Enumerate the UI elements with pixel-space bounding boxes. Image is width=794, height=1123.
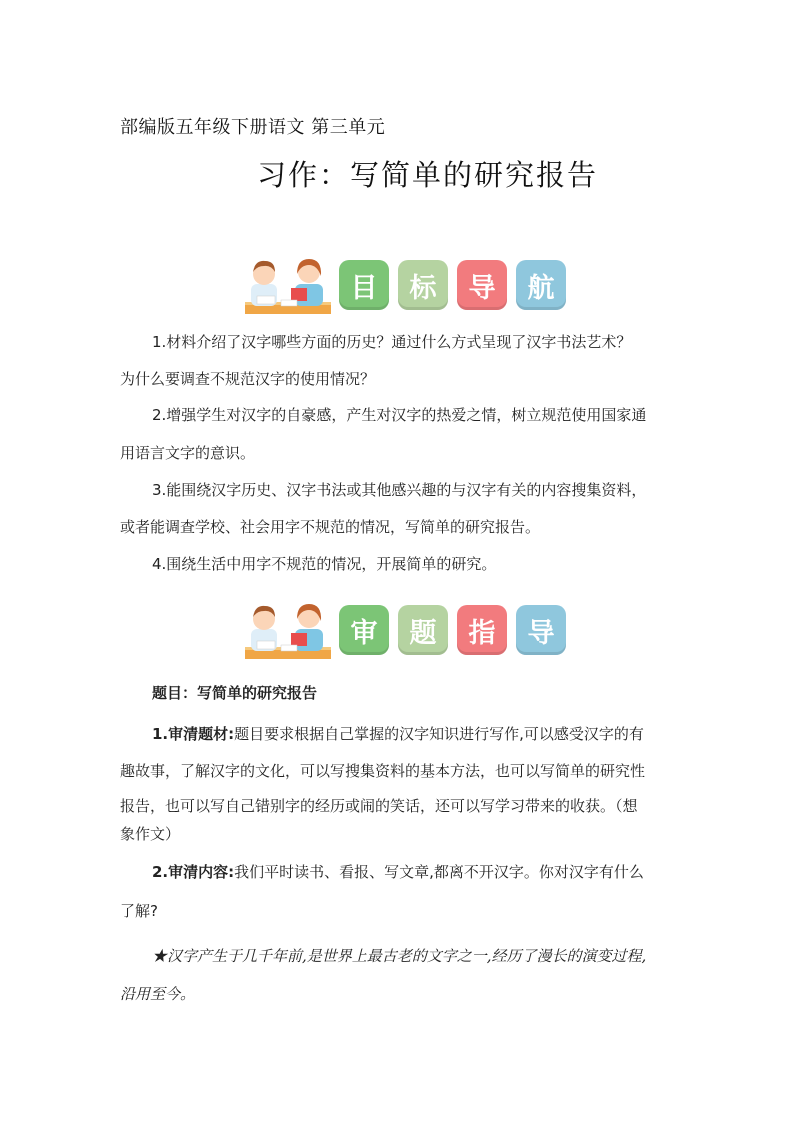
topic-heading: 题目：写简单的研究报告 bbox=[152, 684, 318, 702]
banner-tile: 标 bbox=[398, 260, 448, 310]
goal-1-line: 为什么要调查不规范汉字的使用情况？ bbox=[120, 370, 376, 388]
star-note-line: ★汉字产生于几千年前,是世界上最古老的文字之一,经历了漫长的演变过程, bbox=[152, 947, 647, 965]
unit-subtitle: 部编版五年级下册语文 第三单元 bbox=[120, 117, 386, 138]
guide-2-text: 我们平时读书、看报、写文章,都离不开汉字。你对汉字有什么 bbox=[234, 863, 644, 881]
banner-tile: 题 bbox=[398, 605, 448, 655]
guide-1-line bbox=[152, 723, 644, 744]
goal-3-line: 或者能调查学校、社会用字不规范的情况，写简单的研究报告。 bbox=[120, 518, 541, 536]
banner-tile: 审 bbox=[339, 605, 389, 655]
banner-tile: 目 bbox=[339, 260, 389, 310]
goals-banner bbox=[243, 252, 573, 318]
guide-1-line: 报告，也可以写自己错别字的经历或闹的笑话，还可以写学习带来的收获。（想 bbox=[120, 797, 638, 815]
guide-2-line bbox=[152, 861, 644, 882]
banner-tile: 导 bbox=[457, 260, 507, 310]
star-note-line: 沿用至今。 bbox=[120, 985, 196, 1003]
goal-1-line: 1.材料介绍了汉字哪些方面的历史？通过什么方式呈现了汉字书法艺术？ bbox=[152, 333, 632, 351]
students-reading-icon bbox=[243, 252, 333, 318]
goal-3-line: 3.能围绕汉字历史、汉字书法或其他感兴趣的与汉字有关的内容搜集资料， bbox=[152, 481, 647, 499]
students-reading-icon bbox=[243, 597, 333, 663]
page-title: 习作：写简单的研究报告 bbox=[257, 158, 599, 192]
goal-2-line: 2.增强学生对汉字的自豪感，产生对汉字的热爱之情，树立规范使用国家通 bbox=[152, 406, 647, 424]
guide-2-line: 了解? bbox=[120, 902, 158, 920]
guide-1-label: 1.审清题材: bbox=[152, 725, 235, 743]
guide-1-text: 题目要求根据自己掌握的汉字知识进行写作,可以感受汉字的有 bbox=[234, 725, 644, 743]
guide-1-line: 象作文） bbox=[120, 825, 181, 843]
goal-2-line: 用语言文字的意识。 bbox=[120, 444, 256, 462]
guide-2-label: 2.审清内容: bbox=[152, 863, 235, 881]
banner-tile: 导 bbox=[516, 605, 566, 655]
goal-4-line: 4.围绕生活中用字不规范的情况，开展简单的研究。 bbox=[152, 555, 497, 573]
guide-1-line: 趣故事，了解汉字的文化，可以写搜集资料的基本方法，也可以写简单的研究性 bbox=[120, 762, 646, 780]
banner-tile: 指 bbox=[457, 605, 507, 655]
banner-tile: 航 bbox=[516, 260, 566, 310]
guide-banner bbox=[243, 597, 573, 663]
